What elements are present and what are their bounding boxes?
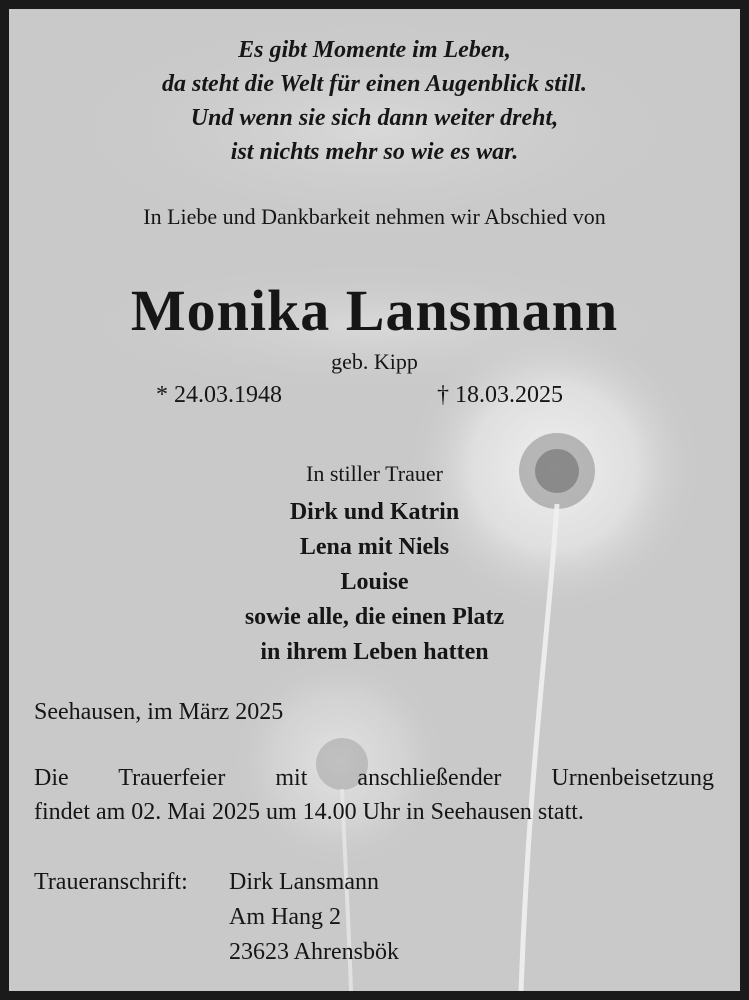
mourner-name: Louise [340, 569, 409, 595]
mourner-name: Lena mit Niels [299, 534, 450, 560]
mourner-name: sowie alle, die einen Platz [244, 604, 505, 630]
poem-line: ist nichts mehr so wie es war. [230, 139, 519, 165]
funeral-info-line-2: findet am 02. Mai 2025 um 14.00 Uhr in Seehausen statt. [34, 799, 584, 825]
address-label: Traueranschrift: [34, 869, 188, 895]
birth-date: * 24.03.1948 [156, 382, 282, 408]
place-date: Seehausen, im März 2025 [34, 699, 284, 725]
mourners-block [9, 453, 740, 670]
poem-line: Es gibt Momente im Leben, [238, 37, 511, 63]
address-city: 23623 Ahrensbök [229, 939, 399, 965]
address-street: Am Hang 2 [229, 904, 341, 930]
poem-line: da steht die Welt für einen Augenblick still. [162, 71, 587, 97]
death-date: † 18.03.2025 [437, 382, 563, 408]
obituary-card [9, 9, 740, 991]
farewell-intro: In Liebe und Dankbarkeit nehmen wir Abschied von [143, 204, 606, 229]
poem-line: Und wenn sie sich dann weiter dreht, [190, 105, 559, 131]
address-name: Dirk Lansmann [229, 869, 379, 895]
mourner-name: in ihrem Leben hatten [260, 639, 489, 665]
birth-name: geb. Kipp [331, 349, 418, 374]
mourners-intro: In stiller Trauer [306, 461, 443, 486]
deceased-name: Monika Lansmann [130, 278, 619, 343]
mourner-name: Dirk und Katrin [289, 499, 460, 525]
funeral-info-line-1: Die Trauerfeier mit anschließender Urnenbeisetzung [34, 765, 714, 791]
poem [9, 33, 740, 169]
